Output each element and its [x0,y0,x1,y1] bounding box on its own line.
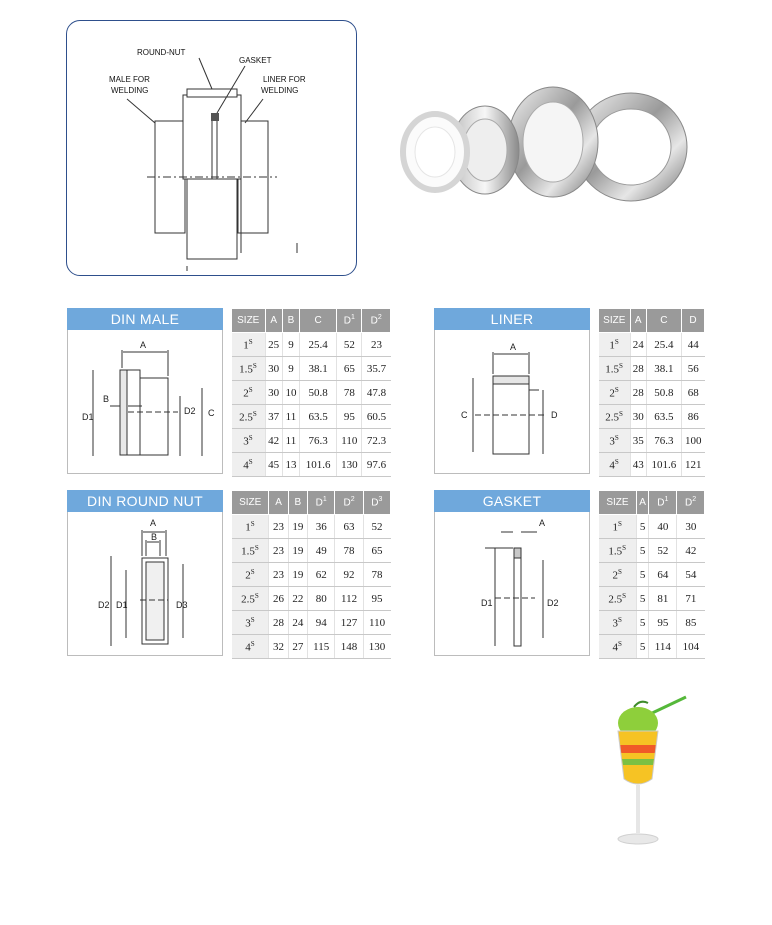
value-cell: 24 [288,611,307,635]
value-cell: 19 [288,515,307,539]
value-cell: 30 [265,357,282,381]
size-cell: $1.5^S$ [232,539,269,563]
din-round-nut-drawing [68,512,224,656]
size-cell: $2^S$ [232,563,269,587]
size-cell: $1^S$ [232,515,269,539]
table-row [599,587,705,611]
table-row [599,453,705,477]
header-cell: $D^3$ [363,491,390,515]
value-cell: 25 [265,333,282,357]
gasket-dim-d2: D2 [547,598,559,608]
value-cell: 40 [649,515,677,539]
value-cell: 71 [677,587,705,611]
value-cell: 30 [677,515,705,539]
table-row [599,611,705,635]
male-dim-c: C [208,408,215,418]
din-round-nut-diagram [67,512,223,656]
value-cell: 60.5 [362,405,391,429]
value-cell: 13 [282,453,299,477]
size-cell: $2.5^S$ [232,405,266,429]
gasket-dim-d1: D1 [481,598,493,608]
size-cell: $2^S$ [599,381,631,405]
value-cell: 78 [363,563,390,587]
value-cell: 130 [363,635,390,659]
round-nut-label: ROUND-NUT [137,48,186,57]
value-cell: 23 [269,515,288,539]
cocktail-illustration [606,693,691,858]
table-row [599,563,705,587]
value-cell: 30 [630,405,646,429]
value-cell: 44 [681,333,704,357]
value-cell: 52 [337,333,362,357]
size-cell: $2.5^S$ [599,587,637,611]
nut-dim-d2: D2 [98,600,110,610]
gasket-mark [211,113,219,121]
header-cell: C [646,309,681,333]
value-cell: 97.6 [362,453,391,477]
value-cell: 42 [265,429,282,453]
value-cell: 76.3 [646,429,681,453]
value-cell: 47.8 [362,381,391,405]
value-cell: 5 [636,635,649,659]
size-cell: $1.5^S$ [232,357,266,381]
size-cell: $2^S$ [232,381,266,405]
male-dim-d2: D2 [184,406,196,416]
value-cell: 37 [265,405,282,429]
value-cell: 110 [363,611,390,635]
value-cell: 5 [636,611,649,635]
value-cell: 62 [307,563,335,587]
table-row [599,635,705,659]
value-cell: 23 [362,333,391,357]
header-cell: SIZE [599,491,637,515]
size-cell: $3^S$ [599,429,631,453]
value-cell: 5 [636,563,649,587]
table-row [232,563,391,587]
value-cell: 10 [282,381,299,405]
value-cell: 148 [335,635,363,659]
table-row [232,539,391,563]
nut-dim-b: B [151,532,158,542]
value-cell: 23 [269,563,288,587]
liner-diagram [434,330,590,474]
header-cell: SIZE [232,491,269,515]
gasket-table [598,490,705,659]
value-cell: 38.1 [646,357,681,381]
value-cell: 35.7 [362,357,391,381]
product-photo [393,72,698,232]
cocktail-image [606,693,691,858]
table-row [232,453,391,477]
table-row [232,333,391,357]
liner-dim-d: D [551,410,558,420]
value-cell: 92 [335,563,363,587]
male-label-1: MALE FOR [109,75,150,84]
header-cell: A [630,309,646,333]
table-row [232,515,391,539]
header-cell: B [282,309,299,333]
value-cell: 101.6 [300,453,337,477]
value-cell: 54 [677,563,705,587]
value-cell: 94 [307,611,335,635]
value-cell: 127 [335,611,363,635]
value-cell: 76.3 [300,429,337,453]
value-cell: 114 [649,635,677,659]
value-cell: 25.4 [646,333,681,357]
value-cell: 42 [677,539,705,563]
value-cell: 5 [636,587,649,611]
size-cell: $2.5^S$ [232,587,269,611]
header-cell: A [265,309,282,333]
value-cell: 24 [630,333,646,357]
value-cell: 28 [269,611,288,635]
size-cell: $2^S$ [599,563,637,587]
value-cell: 63.5 [300,405,337,429]
header-cell: $D^1$ [649,491,677,515]
table-row [232,635,391,659]
liner-dim-c: C [461,410,468,420]
value-cell: 50.8 [646,381,681,405]
value-cell: 35 [630,429,646,453]
table-row [232,429,391,453]
din-male-drawing [68,330,224,474]
value-cell: 36 [307,515,335,539]
gasket-drawing [435,512,591,656]
value-cell: 104 [677,635,705,659]
size-cell: $1.5^S$ [599,539,637,563]
din-male-table [231,308,391,477]
size-cell: $3^S$ [232,611,269,635]
table-row [232,405,391,429]
gasket-label: GASKET [239,56,272,65]
liner-label-1: LINER FOR [263,75,306,84]
header-cell: $D^2$ [335,491,363,515]
value-cell: 19 [288,539,307,563]
header-cell: SIZE [599,309,631,333]
male-label-2: WELDING [111,86,149,95]
value-cell: 100 [681,429,704,453]
gasket-diagram [434,512,590,656]
size-cell: $1^S$ [599,515,637,539]
table-row [599,515,705,539]
table-row [232,357,391,381]
value-cell: 101.6 [646,453,681,477]
value-cell: 38.1 [300,357,337,381]
table-row [599,357,705,381]
size-cell: $4^S$ [232,453,266,477]
value-cell: 43 [630,453,646,477]
value-cell: 52 [363,515,390,539]
table-row [599,381,705,405]
liner-title: LINER [434,308,590,330]
liner-label-2: WELDING [261,86,299,95]
value-cell: 22 [288,587,307,611]
size-cell: $4^S$ [599,635,637,659]
header-cell: $D^1$ [337,309,362,333]
value-cell: 9 [282,357,299,381]
size-cell: $4^S$ [232,635,269,659]
size-cell: $2.5^S$ [599,405,631,429]
nut-dim-d3: D3 [176,600,188,610]
value-cell: 64 [649,563,677,587]
header-cell: D [681,309,704,333]
value-cell: 49 [307,539,335,563]
value-cell: 115 [307,635,335,659]
value-cell: 63 [335,515,363,539]
value-cell: 26 [269,587,288,611]
assembly-diagram [66,20,357,276]
gasket-title: GASKET [434,490,590,512]
value-cell: 19 [288,563,307,587]
value-cell: 110 [337,429,362,453]
value-cell: 45 [265,453,282,477]
size-cell: $1^S$ [599,333,631,357]
table-row [599,405,705,429]
value-cell: 130 [337,453,362,477]
value-cell: 32 [269,635,288,659]
header-cell: C [300,309,337,333]
value-cell: 68 [681,381,704,405]
header-cell: A [269,491,288,515]
liner-dim-a: A [510,342,517,352]
table-row [599,539,705,563]
value-cell: 9 [282,333,299,357]
value-cell: 56 [681,357,704,381]
value-cell: 27 [288,635,307,659]
header-cell: B [288,491,307,515]
fittings-illustration [393,72,698,232]
value-cell: 72.3 [362,429,391,453]
male-dim-a: A [140,340,147,350]
size-cell: $4^S$ [599,453,631,477]
value-cell: 80 [307,587,335,611]
value-cell: 95 [337,405,362,429]
value-cell: 5 [636,515,649,539]
nut-dim-d1: D1 [116,600,128,610]
assembly-drawing [67,21,358,277]
value-cell: 25.4 [300,333,337,357]
value-cell: 86 [681,405,704,429]
value-cell: 65 [363,539,390,563]
value-cell: 95 [363,587,390,611]
table-row [599,333,705,357]
size-cell: $3^S$ [232,429,266,453]
din-round-nut-title: DIN ROUND NUT [67,490,223,512]
din-round-nut-table [231,490,391,659]
size-cell: $1.5^S$ [599,357,631,381]
nut-dim-a: A [150,518,157,528]
value-cell: 95 [649,611,677,635]
value-cell: 121 [681,453,704,477]
header-cell: SIZE [232,309,266,333]
value-cell: 65 [337,357,362,381]
table-row [232,381,391,405]
value-cell: 112 [335,587,363,611]
din-male-diagram [67,330,223,474]
value-cell: 11 [282,405,299,429]
value-cell: 78 [337,381,362,405]
value-cell: 81 [649,587,677,611]
value-cell: 52 [649,539,677,563]
value-cell: 28 [630,381,646,405]
din-male-title: DIN MALE [67,308,223,330]
value-cell: 11 [282,429,299,453]
value-cell: 78 [335,539,363,563]
value-cell: 28 [630,357,646,381]
header-cell: $D^2$ [362,309,391,333]
liner-drawing [435,330,591,474]
value-cell: 5 [636,539,649,563]
value-cell: 30 [265,381,282,405]
male-dim-b: B [103,394,110,404]
male-dim-d1: D1 [82,412,94,422]
table-row [599,429,705,453]
size-cell: $3^S$ [599,611,637,635]
header-cell: $D^1$ [307,491,335,515]
gasket-dim-a: A [539,518,546,528]
size-cell: $1^S$ [232,333,266,357]
header-cell: A [636,491,649,515]
value-cell: 50.8 [300,381,337,405]
liner-table [598,308,705,477]
table-row [232,611,391,635]
value-cell: 85 [677,611,705,635]
value-cell: 23 [269,539,288,563]
table-row [232,587,391,611]
value-cell: 63.5 [646,405,681,429]
header-cell: $D^2$ [677,491,705,515]
